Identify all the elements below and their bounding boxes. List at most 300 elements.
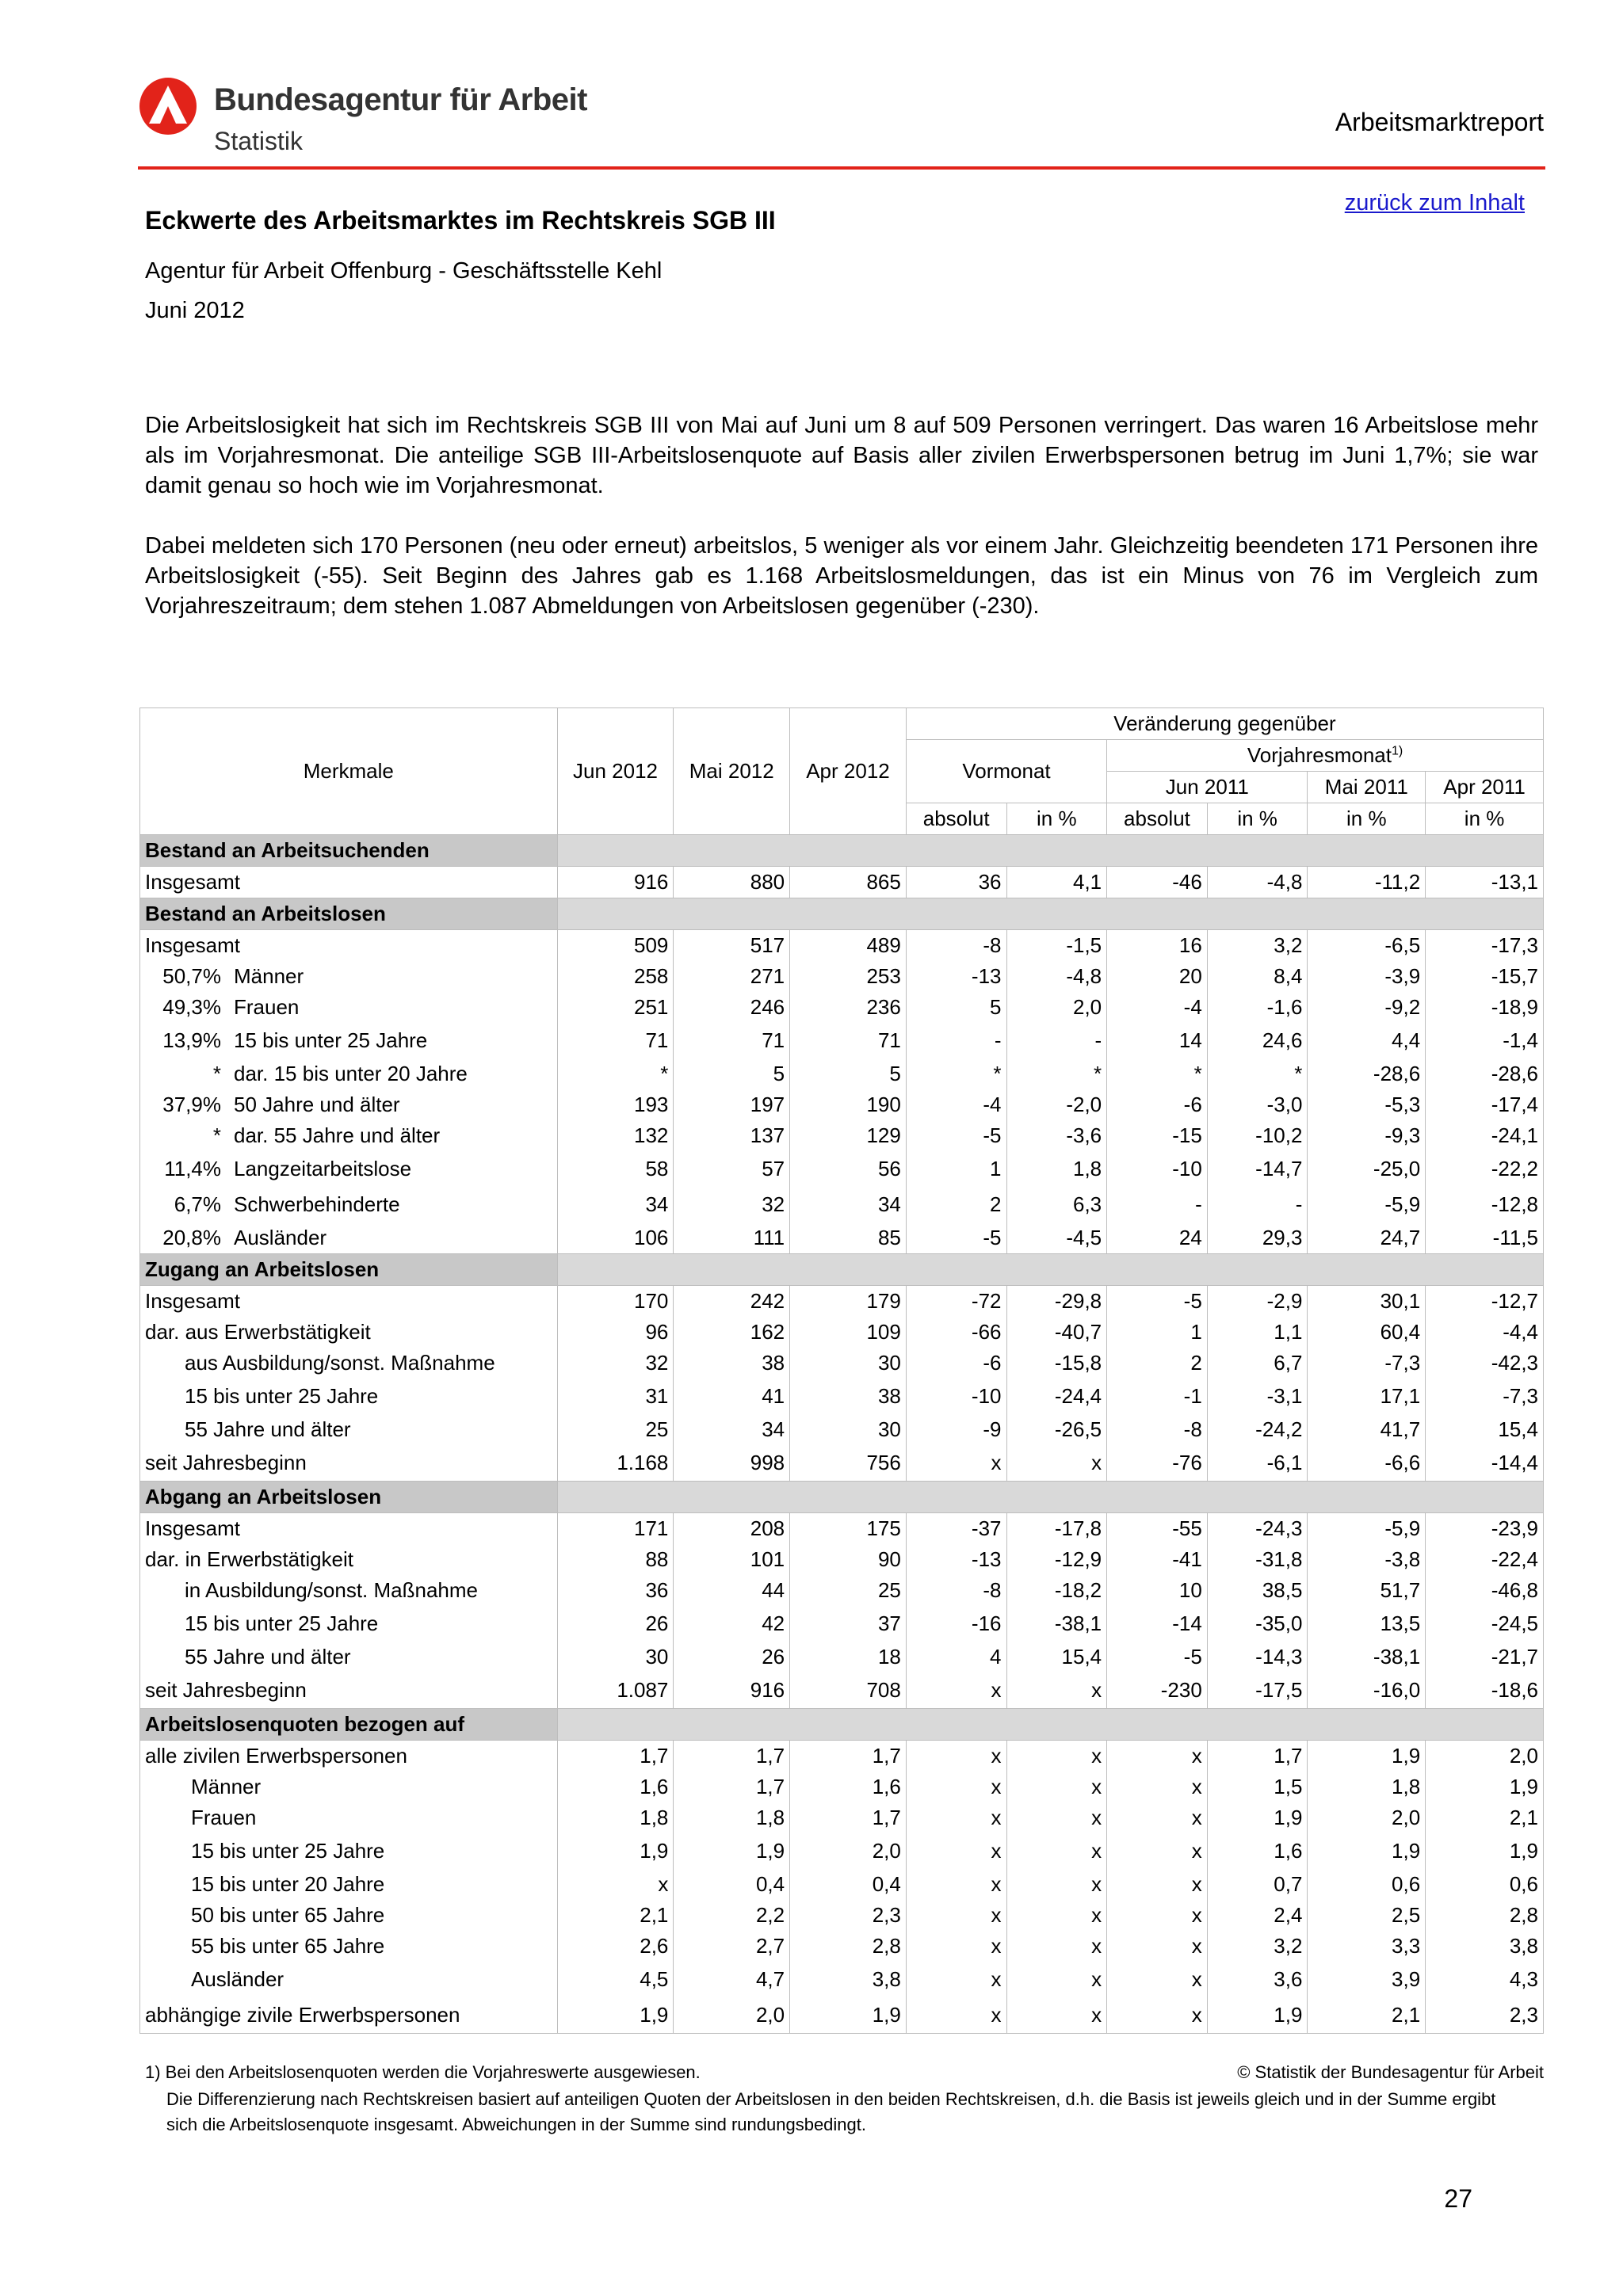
value-cell: 71 (674, 1023, 790, 1058)
value-cell: -25,0 (1308, 1151, 1426, 1187)
value-cell: x (906, 1900, 1006, 1931)
value-cell: x (906, 1869, 1006, 1900)
value-cell: -31,8 (1207, 1544, 1308, 1575)
value-cell: -46 (1107, 867, 1208, 898)
value-cell: 90 (790, 1544, 907, 1575)
value-cell: 2,7 (674, 1931, 790, 1962)
value-cell: 253 (790, 961, 907, 992)
value-cell: 1,6 (557, 1772, 674, 1802)
value-cell: -22,4 (1426, 1544, 1544, 1575)
footnote-2: Die Differenzierung nach Rechtskreisen basiert auf anteiligen Quoten der Arbeitslosen in den beiden Rechtskreisen, d.h. die Basis ist jeweils gleich und in der Summe ergibt sich die Arbeitslosenquote insgesamt. Abweichungen in der Summe sind rundungsbedingt. (166, 2089, 1496, 2134)
header-in-pct: in % (1308, 803, 1426, 835)
value-cell: -29,8 (1006, 1286, 1107, 1318)
value-cell: -4 (1107, 992, 1208, 1023)
value-cell: x (1107, 1772, 1208, 1802)
value-cell: - (1006, 1023, 1107, 1058)
value-cell: -24,3 (1207, 1513, 1308, 1545)
value-cell: x (906, 1802, 1006, 1833)
value-cell: 36 (557, 1575, 674, 1606)
header-mai-2012: Mai 2012 (674, 708, 790, 835)
value-cell: 1,7 (790, 1802, 907, 1833)
value-cell: 38 (674, 1348, 790, 1379)
value-cell: 236 (790, 992, 907, 1023)
row-label: seit Jahresbeginn (140, 1445, 558, 1482)
value-cell: 24 (1107, 1222, 1208, 1254)
value-cell: 4,3 (1426, 1962, 1544, 1997)
value-cell: -12,9 (1006, 1544, 1107, 1575)
value-cell: 26 (674, 1642, 790, 1672)
value-cell: 197 (674, 1089, 790, 1120)
value-cell: -4 (906, 1089, 1006, 1120)
value-cell: -1 (1107, 1379, 1208, 1414)
value-cell: - (1107, 1187, 1208, 1222)
value-cell: 58 (557, 1151, 674, 1187)
value-cell: 1,9 (790, 1997, 907, 2034)
value-cell: 208 (674, 1513, 790, 1545)
header-veraenderung: Veränderung gegenüber (906, 708, 1543, 740)
value-cell: * (557, 1058, 674, 1089)
value-cell: 2,1 (1426, 1802, 1544, 1833)
value-cell: 129 (790, 1120, 907, 1151)
value-cell: 3,2 (1207, 930, 1308, 962)
value-cell: -66 (906, 1317, 1006, 1348)
value-cell: 42 (674, 1606, 790, 1642)
header-divider (138, 166, 1545, 170)
value-cell: 5 (790, 1058, 907, 1089)
value-cell: -38,1 (1006, 1606, 1107, 1642)
value-cell: -5,3 (1308, 1089, 1426, 1120)
value-cell: 2,2 (674, 1900, 790, 1931)
page-title: Eckwerte des Arbeitsmarktes im Rechtskreis SGB III (145, 206, 776, 235)
value-cell: 175 (790, 1513, 907, 1545)
header-jun-2011: Jun 2011 (1107, 772, 1308, 803)
value-cell: 1,9 (1207, 1997, 1308, 2034)
value-cell: -23,9 (1426, 1513, 1544, 1545)
header-apr-2012: Apr 2012 (790, 708, 907, 835)
value-cell: 17,1 (1308, 1379, 1426, 1414)
value-cell: 4,4 (1308, 1023, 1426, 1058)
value-cell: x (1006, 1672, 1107, 1709)
row-label: Männer (140, 1772, 558, 1802)
row-label: * dar. 55 Jahre und älter (140, 1120, 558, 1151)
value-cell: 3,8 (790, 1962, 907, 1997)
row-label: 15 bis unter 25 Jahre (140, 1833, 558, 1869)
row-label: abhängige zivile Erwerbspersonen (140, 1997, 558, 2034)
value-cell: -8 (906, 930, 1006, 962)
value-cell: 2,0 (790, 1833, 907, 1869)
value-cell: x (1107, 1741, 1208, 1772)
row-label: Insgesamt (140, 1286, 558, 1318)
value-cell: -5 (1107, 1286, 1208, 1318)
value-cell: 1,7 (790, 1741, 907, 1772)
value-cell: -38,1 (1308, 1642, 1426, 1672)
value-cell: 1,8 (557, 1802, 674, 1833)
value-cell: 1,7 (674, 1741, 790, 1772)
value-cell: x (906, 1997, 1006, 2034)
value-cell: -13 (906, 961, 1006, 992)
value-cell: 179 (790, 1286, 907, 1318)
value-cell: 30 (557, 1642, 674, 1672)
value-cell: x (906, 1962, 1006, 1997)
value-cell: -14,4 (1426, 1445, 1544, 1482)
value-cell: 71 (557, 1023, 674, 1058)
value-cell: x (1006, 1833, 1107, 1869)
value-cell: 1,9 (557, 1833, 674, 1869)
value-cell: -12,8 (1426, 1187, 1544, 1222)
value-cell: 0,6 (1426, 1869, 1544, 1900)
value-cell: -10,2 (1207, 1120, 1308, 1151)
value-cell: x (1006, 1445, 1107, 1482)
row-label: seit Jahresbeginn (140, 1672, 558, 1709)
value-cell: 2,0 (1426, 1741, 1544, 1772)
value-cell: 85 (790, 1222, 907, 1254)
row-label: dar. in Erwerbstätigkeit (140, 1544, 558, 1575)
value-cell: -3,1 (1207, 1379, 1308, 1414)
row-label: 49,3% Frauen (140, 992, 558, 1023)
value-cell: 2,0 (674, 1997, 790, 2034)
value-cell: 34 (557, 1187, 674, 1222)
value-cell: x (1006, 1900, 1107, 1931)
value-cell: x (906, 1931, 1006, 1962)
value-cell: 51,7 (1308, 1575, 1426, 1606)
value-cell: 30,1 (1308, 1286, 1426, 1318)
value-cell: x (1107, 1900, 1208, 1931)
value-cell: -28,6 (1426, 1058, 1544, 1089)
row-label: 50 bis unter 65 Jahre (140, 1900, 558, 1931)
row-label: Frauen (140, 1802, 558, 1833)
value-cell: * (1107, 1058, 1208, 1089)
value-cell: 137 (674, 1120, 790, 1151)
value-cell: - (1207, 1187, 1308, 1222)
value-cell: 1,9 (1207, 1802, 1308, 1833)
value-cell: 41 (674, 1379, 790, 1414)
value-cell: 109 (790, 1317, 907, 1348)
value-cell: x (1006, 1869, 1107, 1900)
value-cell: 246 (674, 992, 790, 1023)
row-label: aus Ausbildung/sonst. Maßnahme (140, 1348, 558, 1379)
value-cell: 106 (557, 1222, 674, 1254)
value-cell: x (1107, 1997, 1208, 2034)
value-cell: -18,2 (1006, 1575, 1107, 1606)
value-cell: -41 (1107, 1544, 1208, 1575)
value-cell: -4,4 (1426, 1317, 1544, 1348)
value-cell: -14,7 (1207, 1151, 1308, 1187)
row-label: 15 bis unter 25 Jahre (140, 1379, 558, 1414)
value-cell: -18,9 (1426, 992, 1544, 1023)
value-cell: -9,2 (1308, 992, 1426, 1023)
row-label: Insgesamt (140, 867, 558, 898)
org-name: Bundesagentur für Arbeit (214, 82, 587, 117)
value-cell: 998 (674, 1445, 790, 1482)
value-cell: -15,7 (1426, 961, 1544, 992)
value-cell: 30 (790, 1348, 907, 1379)
value-cell: x (906, 1772, 1006, 1802)
value-cell: -4,8 (1207, 867, 1308, 898)
row-label: 13,9% 15 bis unter 25 Jahre (140, 1023, 558, 1058)
value-cell: x (1107, 1869, 1208, 1900)
value-cell: x (906, 1445, 1006, 1482)
value-cell: 44 (674, 1575, 790, 1606)
value-cell: 2 (906, 1187, 1006, 1222)
value-cell: -8 (906, 1575, 1006, 1606)
value-cell: 1,9 (1308, 1741, 1426, 1772)
row-label: 55 Jahre und älter (140, 1642, 558, 1672)
value-cell: 4,1 (1006, 867, 1107, 898)
value-cell: 1,9 (674, 1833, 790, 1869)
value-cell: 0,7 (1207, 1869, 1308, 1900)
value-cell: -5 (906, 1222, 1006, 1254)
value-cell: 26 (557, 1606, 674, 1642)
value-cell: x (1006, 1802, 1107, 1833)
header-jun-2012: Jun 2012 (557, 708, 674, 835)
back-to-contents-link[interactable]: zurück zum Inhalt (1344, 190, 1525, 215)
value-cell: 1,8 (1308, 1772, 1426, 1802)
value-cell: -2,0 (1006, 1089, 1107, 1120)
row-label: 15 bis unter 20 Jahre (140, 1869, 558, 1900)
value-cell: 171 (557, 1513, 674, 1545)
report-date: Juni 2012 (145, 298, 245, 323)
value-cell: 3,3 (1308, 1931, 1426, 1962)
value-cell: x (1107, 1962, 1208, 1997)
header-merkmale: Merkmale (140, 708, 558, 835)
value-cell: 1.087 (557, 1672, 674, 1709)
value-cell: 32 (674, 1187, 790, 1222)
value-cell: 2,5 (1308, 1900, 1426, 1931)
value-cell: 30 (790, 1414, 907, 1445)
value-cell: 271 (674, 961, 790, 992)
value-cell: 0,4 (674, 1869, 790, 1900)
agency-name: Agentur für Arbeit Offenburg - Geschäftsstelle Kehl (145, 258, 663, 284)
value-cell: -1,5 (1006, 930, 1107, 962)
value-cell: 4,5 (557, 1962, 674, 1997)
value-cell: -3,8 (1308, 1544, 1426, 1575)
value-cell: 5 (674, 1058, 790, 1089)
value-cell: 31 (557, 1379, 674, 1414)
header-in-pct: in % (1207, 803, 1308, 835)
value-cell: 1,5 (1207, 1772, 1308, 1802)
value-cell: 1,7 (557, 1741, 674, 1772)
value-cell: 57 (674, 1151, 790, 1187)
row-label: 20,8% Ausländer (140, 1222, 558, 1254)
value-cell: 25 (790, 1575, 907, 1606)
value-cell: 162 (674, 1317, 790, 1348)
value-cell: 14 (1107, 1023, 1208, 1058)
value-cell: 1,9 (1426, 1772, 1544, 1802)
value-cell: 251 (557, 992, 674, 1023)
value-cell: x (1107, 1833, 1208, 1869)
value-cell: -14,3 (1207, 1642, 1308, 1672)
value-cell: 1,9 (557, 1997, 674, 2034)
value-cell: 8,4 (1207, 961, 1308, 992)
value-cell: 38 (790, 1379, 907, 1414)
value-cell: -4,5 (1006, 1222, 1107, 1254)
value-cell: 916 (557, 867, 674, 898)
value-cell: 1,9 (1308, 1833, 1426, 1869)
value-cell: 132 (557, 1120, 674, 1151)
value-cell: -46,8 (1426, 1575, 1544, 1606)
header-absolut: absolut (906, 803, 1006, 835)
value-cell: -5,9 (1308, 1513, 1426, 1545)
value-cell: -11,5 (1426, 1222, 1544, 1254)
value-cell: -7,3 (1308, 1348, 1426, 1379)
labour-market-table (139, 707, 1544, 2034)
org-subtitle: Statistik (214, 127, 304, 155)
value-cell: -1,4 (1426, 1023, 1544, 1058)
ba-logo-icon (138, 76, 198, 136)
value-cell: x (1006, 1931, 1107, 1962)
value-cell: 756 (790, 1445, 907, 1482)
value-cell: 708 (790, 1672, 907, 1709)
value-cell: -24,4 (1006, 1379, 1107, 1414)
value-cell: 1,6 (790, 1772, 907, 1802)
value-cell: -24,1 (1426, 1120, 1544, 1151)
value-cell: -5 (906, 1120, 1006, 1151)
value-cell: 517 (674, 930, 790, 962)
value-cell: -6 (906, 1348, 1006, 1379)
value-cell: 3,2 (1207, 1931, 1308, 1962)
value-cell: 25 (557, 1414, 674, 1445)
value-cell: -5 (1107, 1642, 1208, 1672)
value-cell: -24,2 (1207, 1414, 1308, 1445)
value-cell: - (906, 1023, 1006, 1058)
value-cell: 24,6 (1207, 1023, 1308, 1058)
value-cell: 101 (674, 1544, 790, 1575)
value-cell: -35,0 (1207, 1606, 1308, 1642)
value-cell: -2,9 (1207, 1286, 1308, 1318)
value-cell: 1,7 (1207, 1741, 1308, 1772)
value-cell: 38,5 (1207, 1575, 1308, 1606)
row-label: Ausländer (140, 1962, 558, 1997)
value-cell: 13,5 (1308, 1606, 1426, 1642)
value-cell: -16 (906, 1606, 1006, 1642)
value-cell: 1,8 (1006, 1151, 1107, 1187)
value-cell: -230 (1107, 1672, 1208, 1709)
value-cell: -28,6 (1308, 1058, 1426, 1089)
value-cell: 2,8 (790, 1931, 907, 1962)
value-cell: 2,0 (1308, 1802, 1426, 1833)
value-cell: 242 (674, 1286, 790, 1318)
value-cell: 2,4 (1207, 1900, 1308, 1931)
section-header: Bestand an Arbeitslosen (140, 898, 558, 930)
value-cell: 1,8 (674, 1802, 790, 1833)
value-cell: x (906, 1741, 1006, 1772)
section-header: Zugang an Arbeitslosen (140, 1254, 558, 1286)
value-cell: -15,8 (1006, 1348, 1107, 1379)
row-label: 37,9% 50 Jahre und älter (140, 1089, 558, 1120)
value-cell: -14 (1107, 1606, 1208, 1642)
value-cell: 6,7 (1207, 1348, 1308, 1379)
row-label: 55 bis unter 65 Jahre (140, 1931, 558, 1962)
value-cell: 2,3 (790, 1900, 907, 1931)
value-cell: 2,8 (1426, 1900, 1544, 1931)
value-cell: 96 (557, 1317, 674, 1348)
value-cell: -6,6 (1308, 1445, 1426, 1482)
header-in-pct: in % (1426, 803, 1544, 835)
value-cell: x (1107, 1931, 1208, 1962)
header-mai-2011: Mai 2011 (1308, 772, 1426, 803)
value-cell: 2,0 (1006, 992, 1107, 1023)
value-cell: -6 (1107, 1089, 1208, 1120)
summary-paragraph-1: Die Arbeitslosigkeit hat sich im Rechtskreis SGB III von Mai auf Juni um 8 auf 509 Personen verringert. Das waren 16 Arbeitslose mehr als im Vorjahresmonat. Die anteilige SGB III-Arbeitslosenquote auf Basis aller zivilen Erwerbspersonen betrug im Juni 1,7%; sie war damit genau so hoch wie im Vorjahresmonat. (145, 413, 1538, 498)
value-cell: -26,5 (1006, 1414, 1107, 1445)
value-cell: 34 (790, 1187, 907, 1222)
value-cell: -9,3 (1308, 1120, 1426, 1151)
value-cell: 15,4 (1006, 1642, 1107, 1672)
value-cell: 1.168 (557, 1445, 674, 1482)
value-cell: 60,4 (1308, 1317, 1426, 1348)
row-label: 15 bis unter 25 Jahre (140, 1606, 558, 1642)
row-label: in Ausbildung/sonst. Maßnahme (140, 1575, 558, 1606)
row-label: 55 Jahre und älter (140, 1414, 558, 1445)
section-header: Bestand an Arbeitsuchenden (140, 835, 558, 867)
value-cell: 489 (790, 930, 907, 962)
summary-paragraph-2: Dabei meldeten sich 170 Personen (neu oder erneut) arbeitslos, 5 weniger als vor einem Jahr. Gleichzeitig beendeten 171 Personen ihre Arbeitslosigkeit (-55). Seit Beginn des Jahres gab es 1.168 Arbeitslosmeldungen, das ist ein Minus von 76 im Vergleich zum Vorjahreszeitraum; dem stehen 1.087 Abmeldungen von Arbeitslosen gegenüber (-230). (145, 533, 1538, 619)
value-cell: 170 (557, 1286, 674, 1318)
value-cell: -3,9 (1308, 961, 1426, 992)
value-cell: -11,2 (1308, 867, 1426, 898)
value-cell: -7,3 (1426, 1379, 1544, 1414)
value-cell: 193 (557, 1089, 674, 1120)
value-cell: -76 (1107, 1445, 1208, 1482)
value-cell: -17,4 (1426, 1089, 1544, 1120)
value-cell: 16 (1107, 930, 1208, 962)
value-cell: 71 (790, 1023, 907, 1058)
value-cell: x (1006, 1772, 1107, 1802)
value-cell: 10 (1107, 1575, 1208, 1606)
value-cell: -17,3 (1426, 930, 1544, 962)
value-cell: 190 (790, 1089, 907, 1120)
row-label: * dar. 15 bis unter 20 Jahre (140, 1058, 558, 1089)
value-cell: 2 (1107, 1348, 1208, 1379)
row-label: 50,7% Männer (140, 961, 558, 992)
value-cell: * (906, 1058, 1006, 1089)
value-cell: 2,1 (1308, 1997, 1426, 2034)
value-cell: 2,1 (557, 1900, 674, 1931)
value-cell: -17,5 (1207, 1672, 1308, 1709)
value-cell: 15,4 (1426, 1414, 1544, 1445)
value-cell: 1,9 (1426, 1833, 1544, 1869)
value-cell: 5 (906, 992, 1006, 1023)
value-cell: 88 (557, 1544, 674, 1575)
value-cell: 916 (674, 1672, 790, 1709)
value-cell: 4 (906, 1642, 1006, 1672)
value-cell: -13 (906, 1544, 1006, 1575)
value-cell: 1,7 (674, 1772, 790, 1802)
value-cell: 111 (674, 1222, 790, 1254)
value-cell: 865 (790, 867, 907, 898)
value-cell: -37 (906, 1513, 1006, 1545)
row-label: Insgesamt (140, 1513, 558, 1545)
value-cell: -40,7 (1006, 1317, 1107, 1348)
value-cell: -22,2 (1426, 1151, 1544, 1187)
value-cell: 1,6 (1207, 1833, 1308, 1869)
value-cell: -10 (906, 1379, 1006, 1414)
value-cell: 1 (1107, 1317, 1208, 1348)
value-cell: -5,9 (1308, 1187, 1426, 1222)
value-cell: -6,5 (1308, 930, 1426, 962)
row-label: dar. aus Erwerbstätigkeit (140, 1317, 558, 1348)
value-cell: 3,9 (1308, 1962, 1426, 1997)
value-cell: -55 (1107, 1513, 1208, 1545)
value-cell: x (906, 1672, 1006, 1709)
value-cell: 24,7 (1308, 1222, 1426, 1254)
header-absolut: absolut (1107, 803, 1208, 835)
copyright: © Statistik der Bundesagentur für Arbeit (1237, 2062, 1544, 2082)
value-cell: 3,6 (1207, 1962, 1308, 1997)
value-cell: -42,3 (1426, 1348, 1544, 1379)
value-cell: 509 (557, 930, 674, 962)
value-cell: x (1107, 1802, 1208, 1833)
